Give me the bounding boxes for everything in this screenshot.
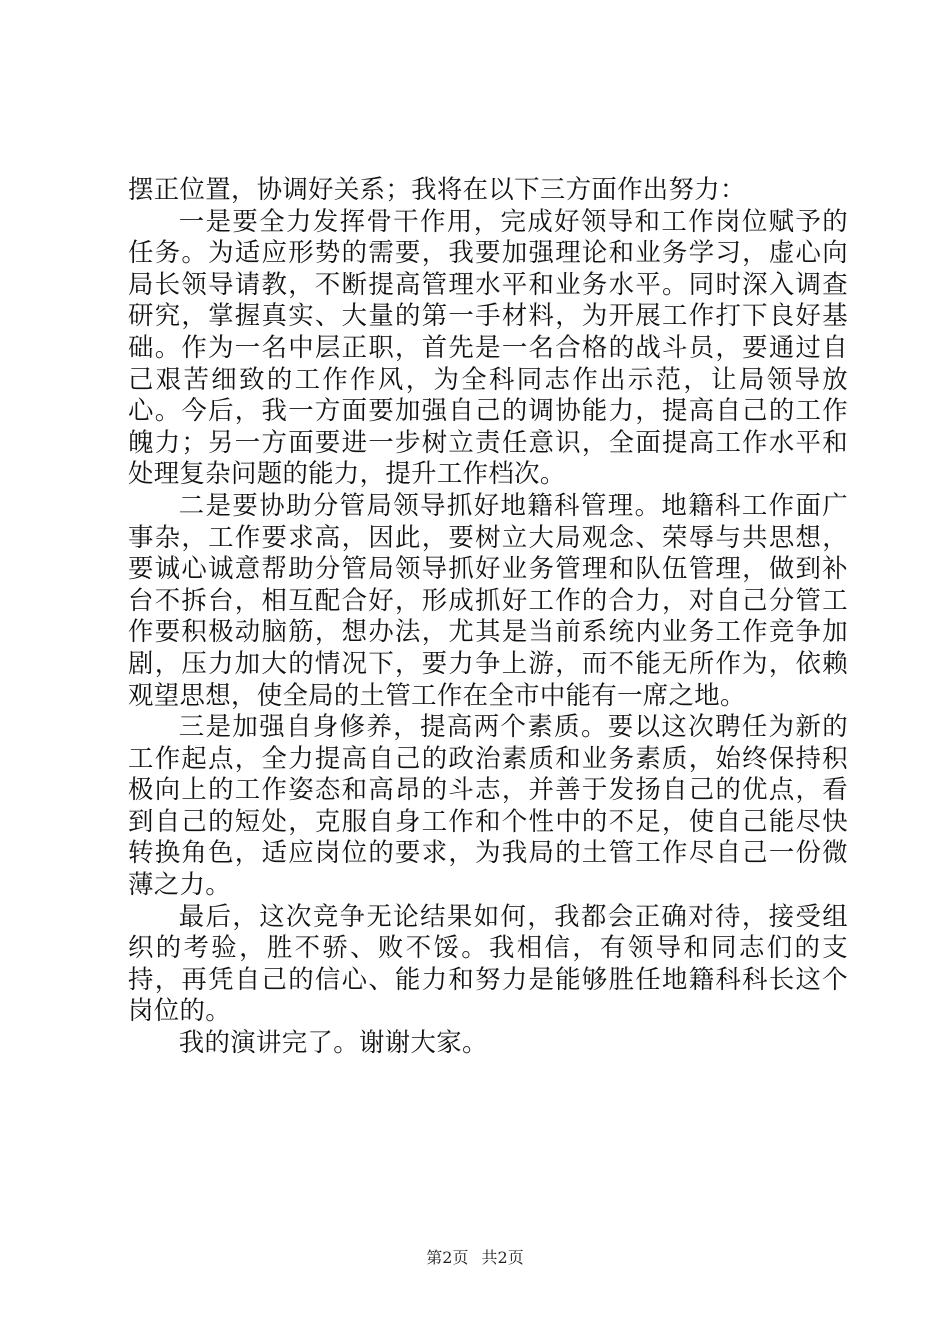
document-body	[128, 174, 848, 1059]
paragraph-6: 我的演讲完了。谢谢大家。	[178, 1027, 488, 1058]
paragraph-3: 二是要协助分管局领导抓好地籍科管理。地籍科工作面广事杂，工作要求高，因此，要树立大局观念、荣辱与共思想，要诚心诚意帮助分管局领导抓好业务管理和队伍管理，做到补台不拆台，相互配合好，形成抓好工作的合力，对自己分管工作要积极动脑筋，想办法，尤其是当前系统内业务工作竞争加剧，压力加大的情况下，要力争上游，而不能无所作为，依赖观望思想，使全局的土管工作在全市中能有一席之地。	[128, 489, 848, 710]
page-number-total: 共2页	[481, 1248, 524, 1267]
paragraph-4: 三是加强自身修养，提高两个素质。要以这次聘任为新的工作起点，全力提高自己的政治素质和业务素质，始终保持积极向上的工作姿态和高昂的斗志，并善于发扬自己的优点，看到自己的短处，克服自身工作和个性中的不足，使自己能尽快转换角色，适应岗位的要求，为我局的土管工作尽自己一份微薄之力。	[128, 711, 848, 900]
paragraph-2: 一是要全力发挥骨干作用，完成好领导和工作岗位赋予的任务。为适应形势的需要，我要加强理论和业务学习，虚心向局长领导请教，不断提高管理水平和业务水平。同时深入调查研究，掌握真实、大量的第一手材料，为开展工作打下良好基础。作为一名中层正职，首先是一名合格的战斗员，要通过自己艰苦细致的工作作风，为全科同志作出示范，让局领导放心。今后，我一方面要加强自己的调协能力，提高自己的工作魄力；另一方面要进一步树立责任意识，全面提高工作水平和处理复杂问题的能力，提升工作档次。	[128, 205, 848, 489]
paragraph-5: 最后，这次竞争无论结果如何，我都会正确对待，接受组织的考验，胜不骄、败不馁。我相信，有领导和同志们的支持，再凭自己的信心、能力和努力是能够胜任地籍科科长这个岗位的。	[128, 900, 848, 1026]
page-number-current: 第2页	[426, 1248, 469, 1267]
page-footer	[0, 1245, 950, 1268]
paragraph-1: 摆正位置，协调好关系；我将在以下三方面作出努力：	[128, 174, 746, 204]
